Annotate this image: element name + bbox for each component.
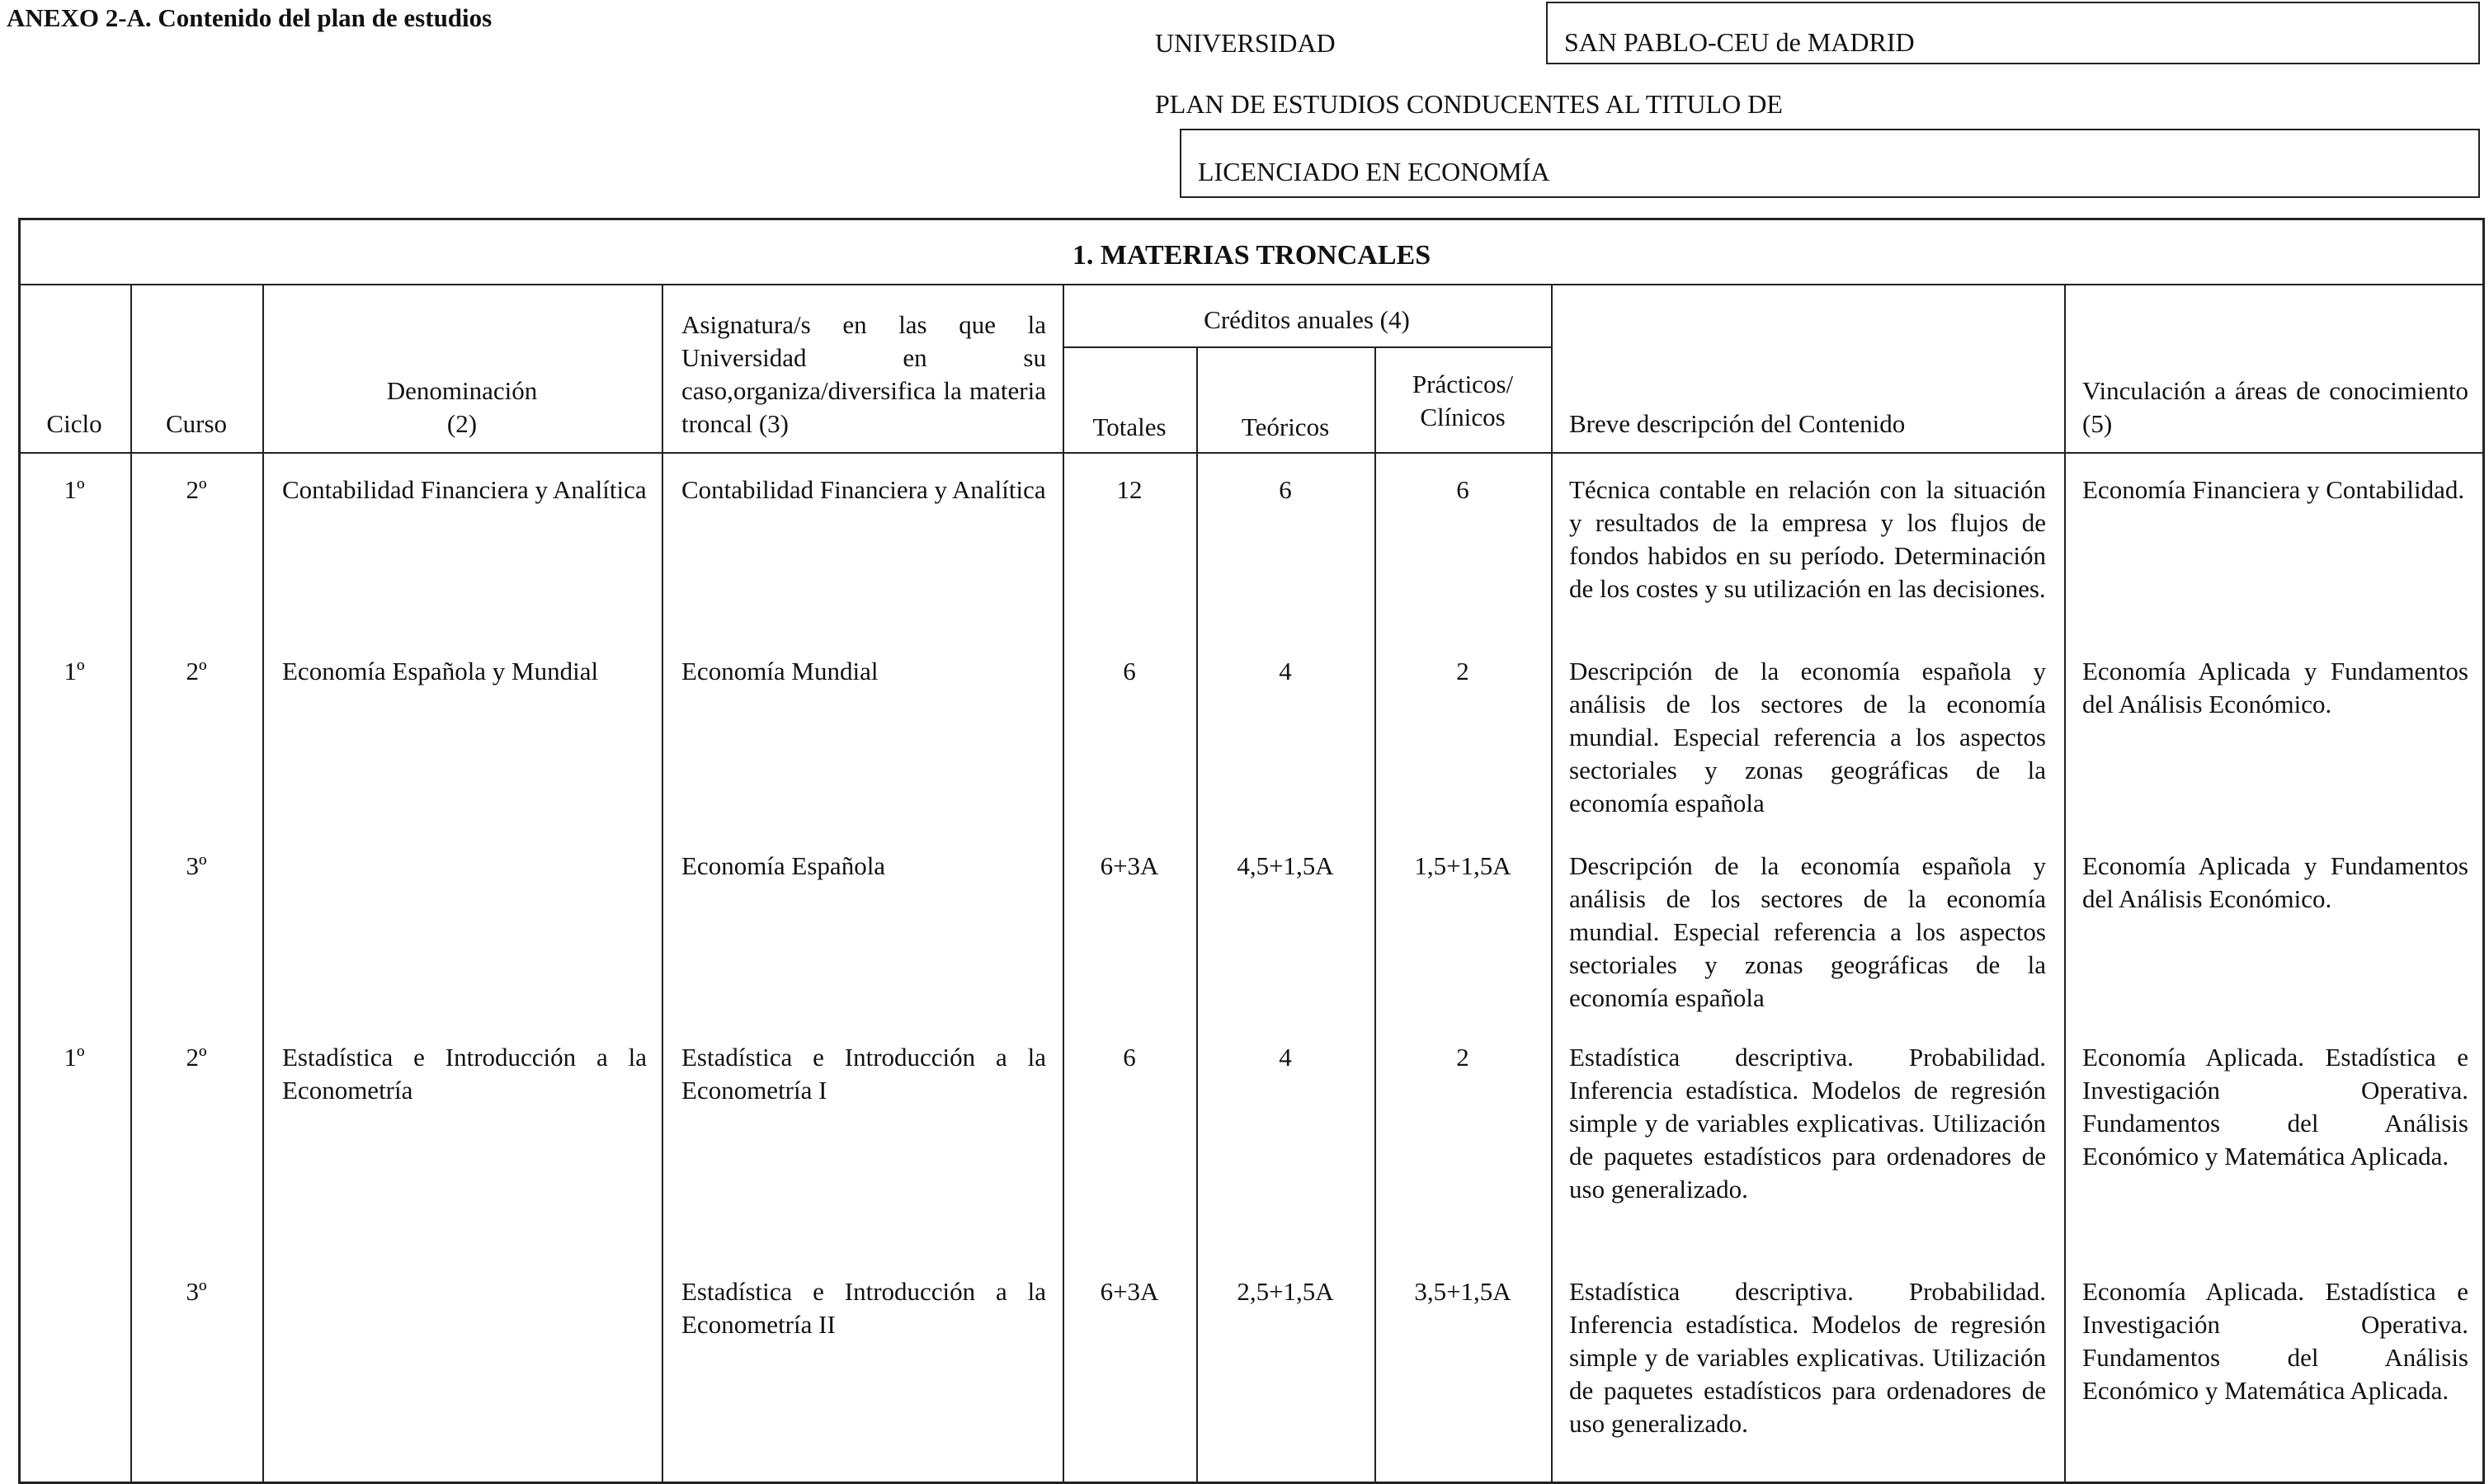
table-row-teoricos: 4 [1279,1043,1292,1072]
table-row-totales: 6 [1123,1043,1136,1072]
table-row-descripcion: Estadística descriptiva. Probabilidad. Inferencia estadística. Modelos de regresión simple y de variables explicativas. Utilización de paquetes estadísticos para ordenadores de uso generalizado. [1569,1277,2046,1438]
table-row-descripcion: Estadística descriptiva. Probabilidad. Inferencia estadística. Modelos de regresión simple y de variables explicativas. Utilización de paquetes estadísticos para ordenadores de uso generalizado. [1569,1043,2046,1204]
col-header-asignatura: Asignatura/s en las que la Universidad en su caso,organiza/diversifica la materia troncal (3) [681,310,1046,438]
credits-divider [1063,346,1551,348]
col-divider [1374,346,1376,1484]
table-row-vinculacion: Economía Aplicada. Estadística e Investigación Operativa. Fundamentos del Análisis Económico y Matemática Aplicada. [2082,1277,2468,1405]
col-header-practicos: Prácticos/ Clínicos [1412,370,1514,431]
table-row-ciclo: 1º [64,475,85,504]
table-row-curso: 3º [186,851,207,880]
table-row-curso: 2º [186,475,207,504]
table-row-practicos: 2 [1456,1043,1469,1072]
degree-value: LICENCIADO EN ECONOMÍA [1180,129,2480,198]
table-row-curso: 2º [186,657,207,685]
table-row-totales: 6+3A [1100,1277,1159,1306]
col-divider [2064,284,2066,1484]
col-header-creditos: Créditos anuales (4) [1204,305,1410,334]
university-value: SAN PABLO-CEU de MADRID [1546,2,2480,64]
table-row-totales: 6 [1123,657,1136,685]
col-header-ciclo: Ciclo [46,409,102,438]
table-row-teoricos: 6 [1279,475,1292,504]
table-row-asignatura: Economía Española [681,851,886,880]
col-divider [262,284,264,1484]
table-row-denominacion: Contabilidad Financiera y Analítica [282,475,647,504]
table-row-teoricos: 4,5+1,5A [1237,851,1334,880]
table-row-asignatura: Economía Mundial [681,657,879,685]
denominacion-note: (2) [446,409,478,438]
table-row-vinculacion: Economía Aplicada y Fundamentos del Análisis Económico. [2082,657,2468,718]
table-row-asignatura: Contabilidad Financiera y Analítica [681,475,1046,504]
table-row-curso: 2º [186,1043,207,1072]
col-divider [1551,284,1553,1484]
table-row-curso: 3º [186,1277,207,1306]
col-header-descripcion: Breve descripción del Contenido [1569,409,1906,438]
table-row-practicos: 1,5+1,5A [1414,851,1511,880]
annex-title: ANEXO 2-A. Contenido del plan de estudios [7,3,493,32]
col-header-teoricos: Teóricos [1241,412,1330,441]
table-row-vinculacion: Economía Aplicada y Fundamentos del Análisis Económico. [2082,851,2468,913]
table-row-practicos: 6 [1456,475,1469,504]
table-row-descripcion: Descripción de la economía española y análisis de los sectores de la economía mundial. Especial referencia a los aspectos sectoriales y zonas geográficas de la economía española [1569,657,2046,817]
table-row-practicos: 2 [1456,657,1469,685]
plan-label: PLAN DE ESTUDIOS CONDUCENTES AL TITULO DE [1155,89,1783,119]
title-divider [18,284,2485,285]
table-row-totales: 6+3A [1100,851,1159,880]
table-row-teoricos: 4 [1279,657,1292,685]
header-divider [18,452,2485,454]
university-label: UNIVERSIDAD [1155,28,1336,58]
table-row-descripcion: Descripción de la economía española y análisis de los sectores de la economía mundial. Especial referencia a los aspectos sectoriales y zonas geográficas de la economía española [1569,851,2046,1012]
table-row-vinculacion: Economía Financiera y Contabilidad. [2082,475,2465,504]
col-divider [1196,346,1198,1484]
col-divider [662,284,663,1484]
table-row-teoricos: 2,5+1,5A [1237,1277,1334,1306]
col-header-curso: Curso [165,409,228,438]
table-row-vinculacion: Economía Aplicada. Estadística e Investigación Operativa. Fundamentos del Análisis Económico y Matemática Aplicada. [2082,1043,2468,1171]
table-row-denominacion: Estadística e Introducción a la Econometría [282,1043,647,1105]
table-row-ciclo: 1º [64,657,85,685]
denominacion-label: Denominación [386,376,538,405]
col-header-vinculacion: Vinculación a áreas de conocimiento (5) [2082,376,2468,438]
table-row-asignatura: Estadística e Introducción a la Econometría II [681,1277,1046,1339]
table-row-totales: 12 [1116,475,1143,504]
table-title: 1. MATERIAS TRONCALES [1072,240,1431,271]
table-row-descripcion: Técnica contable en relación con la situación y resultados de la empresa y los flujos de fondos habidos en su período. Determinación de los costes y su utilización en las decisiones. [1569,475,2046,603]
col-header-totales: Totales [1092,412,1167,441]
table-row-asignatura: Estadística e Introducción a la Econometría I [681,1043,1046,1105]
table-row-denominacion: Economía Española y Mundial [282,657,599,685]
col-header-denominacion [262,375,662,440]
table-row-ciclo: 1º [64,1043,85,1072]
table-row-practicos: 3,5+1,5A [1414,1277,1511,1306]
